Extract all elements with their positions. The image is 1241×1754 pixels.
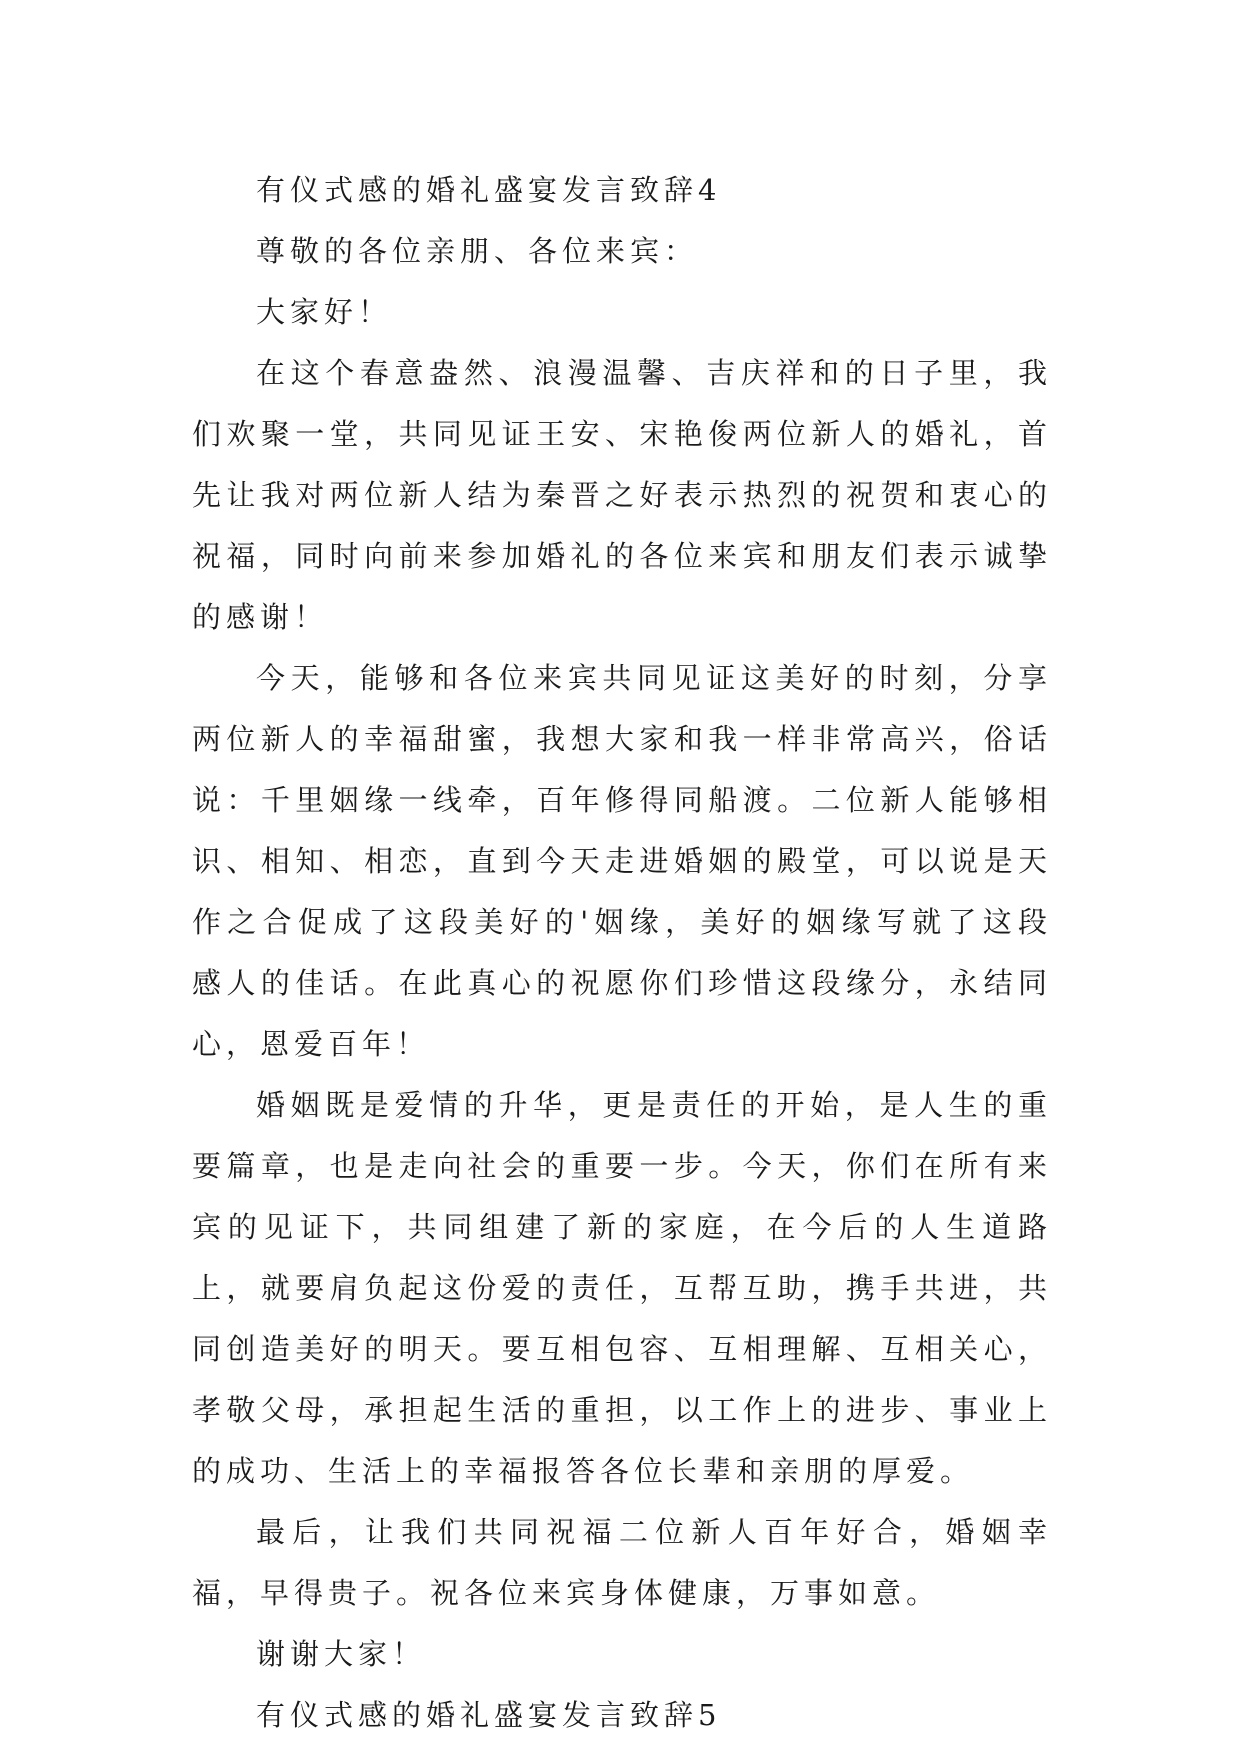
document-body	[192, 160, 1052, 1746]
paragraph-opening: 在这个春意盎然、浪漫温馨、吉庆祥和的日子里，我们欢聚一堂，共同见证王安、宋艳俊两位新人的婚礼，首先让我对两位新人结为秦晋之好表示热烈的祝贺和衷心的祝福，同时向前来参加婚礼的各位来宾和朋友们表示诚挚的感谢！	[192, 356, 1052, 634]
section-heading-5: 有仪式感的婚礼盛宴发言致辞5	[256, 1698, 722, 1732]
section-heading-4: 有仪式感的婚礼盛宴发言致辞4	[256, 173, 722, 207]
paragraph-witness: 今天，能够和各位来宾共同见证这美好的时刻，分享两位新人的幸福甜蜜，我想大家和我一样非常高兴，俗话说：千里姻缘一线牵，百年修得同船渡。二位新人能够相识、相知、相恋，直到今天走进婚姻的殿堂，可以说是天作之合促成了这段美好的'姻缘，美好的姻缘写就了这段感人的佳话。在此真心的祝愿你们珍惜这段缘分，永结同心，恩爱百年！	[192, 661, 1052, 1061]
greeting: 大家好！	[256, 295, 393, 329]
salutation: 尊敬的各位亲朋、各位来宾：	[256, 234, 699, 268]
thanks: 谢谢大家！	[256, 1637, 427, 1671]
paragraph-marriage: 婚姻既是爱情的升华，更是责任的开始，是人生的重要篇章，也是走向社会的重要一步。今天，你们在所有来宾的见证下，共同组建了新的家庭，在今后的人生道路上，就要肩负起这份爱的责任，互帮互助，携手共进，共同创造美好的明天。要互相包容、互相理解、互相关心，孝敬父母，承担起生活的重担，以工作上的进步、事业上的成功、生活上的幸福报答各位长辈和亲朋的厚爱。	[192, 1088, 1052, 1488]
paragraph-closing: 最后，让我们共同祝福二位新人百年好合，婚姻幸福，早得贵子。祝各位来宾身体健康，万事如意。	[192, 1515, 1052, 1610]
